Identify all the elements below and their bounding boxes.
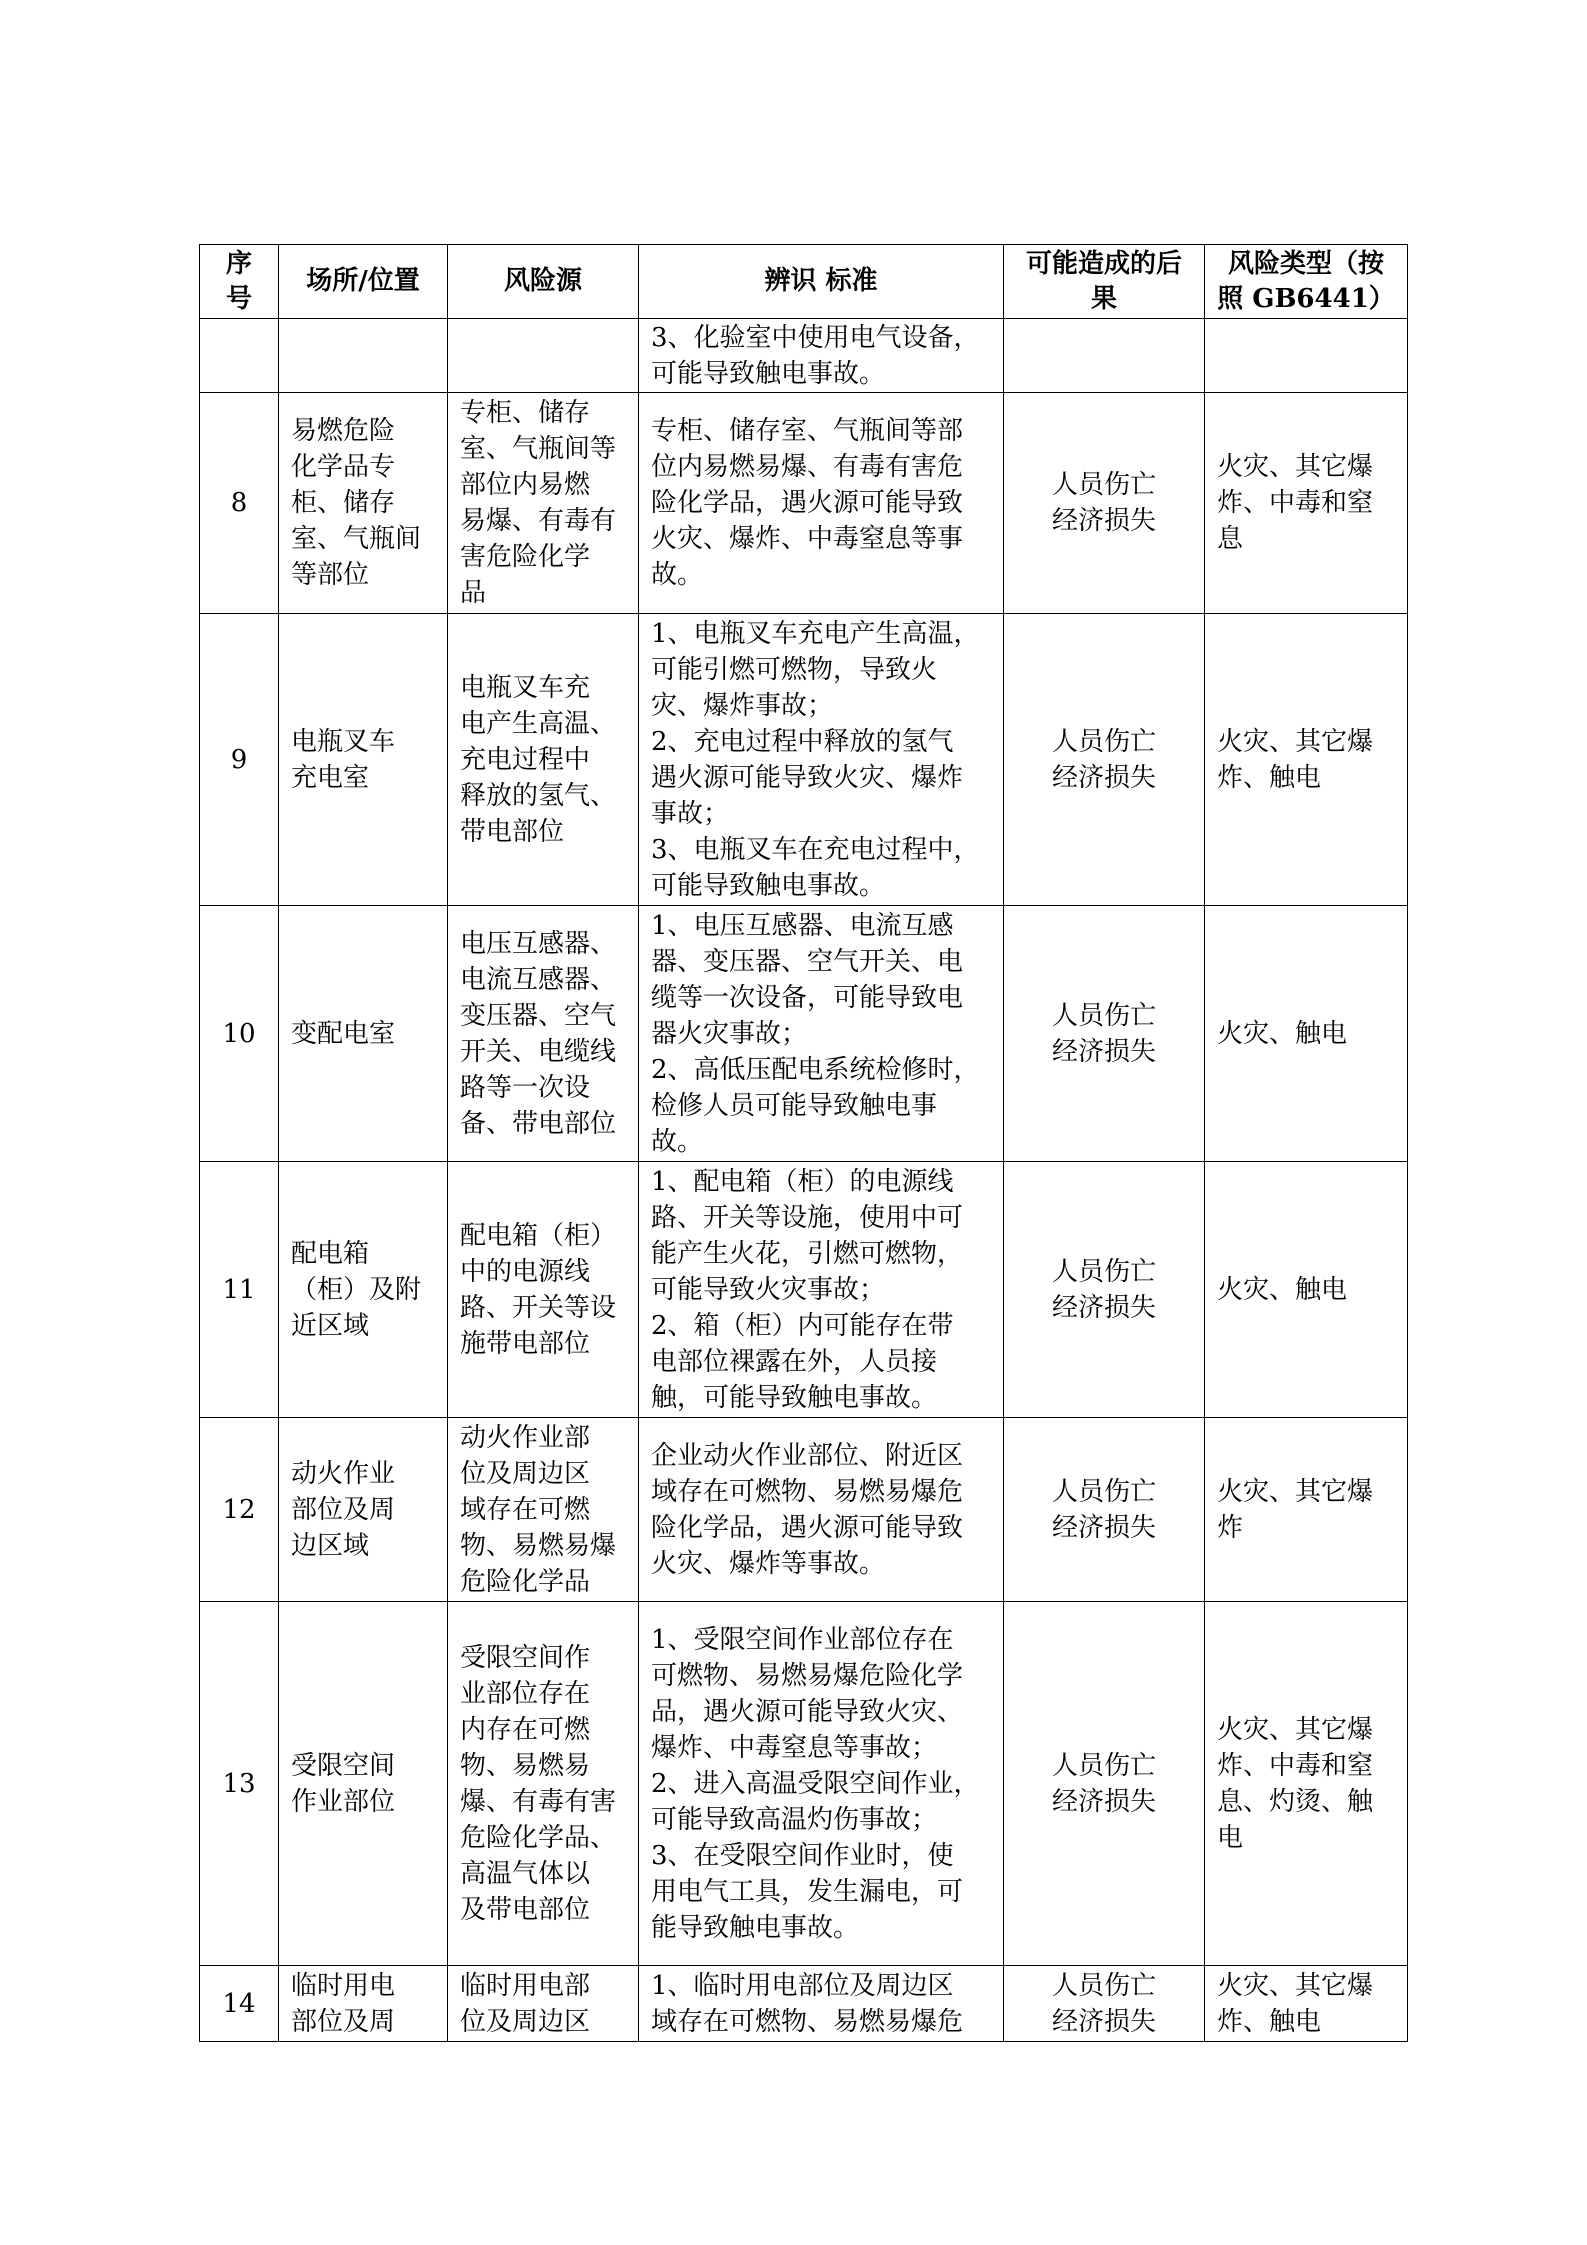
row-consequence: 人员伤亡 经济损失: [1004, 1966, 1205, 2042]
header-place: 场所/位置: [279, 245, 448, 319]
row-type: 火灾、触电: [1205, 906, 1408, 1162]
table-row: [200, 1602, 1408, 1966]
row-num: 12: [200, 1418, 279, 1602]
row-consequence: 人员伤亡 经济损失: [1004, 1162, 1205, 1418]
row-place: 配电箱 （柜）及附 近区域: [279, 1162, 448, 1418]
row-type: [1205, 319, 1408, 393]
row-source: 动火作业部 位及周边区 域存在可燃 物、易燃易爆 危险化学品: [448, 1418, 639, 1602]
row-standard: 专柜、储存室、气瓶间等部 位内易燃易爆、有毒有害危 险化学品，遇火源可能导致 火灾、爆炸、中毒窒息等事 故。: [639, 393, 1004, 614]
header-num: 序 号: [200, 245, 279, 319]
risk-table: [199, 244, 1408, 2042]
row-standard: 1、临时用电部位及周边区 域存在可燃物、易燃易爆危: [639, 1966, 1004, 2042]
row-num: [200, 319, 279, 393]
row-type: 火灾、其它爆 炸、中毒和窒 息、灼烫、触 电: [1205, 1602, 1408, 1966]
row-type: 火灾、其它爆 炸: [1205, 1418, 1408, 1602]
row-source: 配电箱（柜） 中的电源线 路、开关等设 施带电部位: [448, 1162, 639, 1418]
row-consequence: 人员伤亡 经济损失: [1004, 1602, 1205, 1966]
row-standard: 1、配电箱（柜）的电源线 路、开关等设施，使用中可 能产生火花，引燃可燃物， 可能导致火灾事故； 2、箱（柜）内可能存在带 电部位裸露在外，人员接 触，可能导致触电事故。: [639, 1162, 1004, 1418]
row-type: 火灾、其它爆 炸、中毒和窒 息: [1205, 393, 1408, 614]
row-place: 临时用电 部位及周: [279, 1966, 448, 2042]
header-type: 风险类型（按 照 GB6441）: [1205, 245, 1408, 319]
row-num: 11: [200, 1162, 279, 1418]
row-num: 8: [200, 393, 279, 614]
row-num: 10: [200, 906, 279, 1162]
row-source: 临时用电部 位及周边区: [448, 1966, 639, 2042]
row-source: 电压互感器、 电流互感器、 变压器、空气 开关、电缆线 路等一次设 备、带电部位: [448, 906, 639, 1162]
row-place: 电瓶叉车 充电室: [279, 614, 448, 906]
table-row: [200, 1162, 1408, 1418]
header-standard: 辨识 标准: [639, 245, 1004, 319]
table-row: [200, 393, 1408, 614]
table-row: [200, 614, 1408, 906]
table-row: [200, 1418, 1408, 1602]
row-type: 火灾、其它爆 炸、触电: [1205, 614, 1408, 906]
row-num: 9: [200, 614, 279, 906]
row-consequence: 人员伤亡 经济损失: [1004, 614, 1205, 906]
row-place: 受限空间 作业部位: [279, 1602, 448, 1966]
row-consequence: 人员伤亡 经济损失: [1004, 393, 1205, 614]
row-consequence: [1004, 319, 1205, 393]
row-type: 火灾、触电: [1205, 1162, 1408, 1418]
table-row: [200, 1966, 1408, 2042]
row-consequence: 人员伤亡 经济损失: [1004, 906, 1205, 1162]
row-num: 13: [200, 1602, 279, 1966]
row-place: 易燃危险 化学品专 柜、储存 室、气瓶间 等部位: [279, 393, 448, 614]
row-consequence: 人员伤亡 经济损失: [1004, 1418, 1205, 1602]
table-row: [200, 906, 1408, 1162]
row-place: [279, 319, 448, 393]
row-source: 电瓶叉车充 电产生高温、 充电过程中 释放的氢气、 带电部位: [448, 614, 639, 906]
row-standard: 1、电瓶叉车充电产生高温， 可能引燃可燃物，导致火 灾、爆炸事故； 2、充电过程中释放的氢气 遇火源可能导致火灾、爆炸 事故； 3、电瓶叉车在充电过程中， 可能导致触电事故。: [639, 614, 1004, 906]
table-header-row: [200, 245, 1408, 319]
row-num: 14: [200, 1966, 279, 2042]
row-source: 受限空间作 业部位存在 内存在可燃 物、易燃易 爆、有毒有害 危险化学品、 高温气体以 及带电部位: [448, 1602, 639, 1966]
row-standard: 企业动火作业部位、附近区 域存在可燃物、易燃易爆危 险化学品，遇火源可能导致 火灾、爆炸等事故。: [639, 1418, 1004, 1602]
row-type: 火灾、其它爆 炸、触电: [1205, 1966, 1408, 2042]
row-place: 变配电室: [279, 906, 448, 1162]
row-standard: 3、化验室中使用电气设备， 可能导致触电事故。: [639, 319, 1004, 393]
table-row: [200, 319, 1408, 393]
row-standard: 1、受限空间作业部位存在 可燃物、易燃易爆危险化学 品，遇火源可能导致火灾、 爆炸、中毒窒息等事故； 2、进入高温受限空间作业， 可能导致高温灼伤事故； 3、在受限空间作业时，使 用电气工具，发生漏电，可 能导致触电事故。: [639, 1602, 1004, 1966]
header-source: 风险源: [448, 245, 639, 319]
header-consequence: 可能造成的后 果: [1004, 245, 1205, 319]
row-source: 专柜、储存 室、气瓶间等 部位内易燃 易爆、有毒有 害危险化学 品: [448, 393, 639, 614]
row-standard: 1、电压互感器、电流互感 器、变压器、空气开关、电 缆等一次设备，可能导致电 器火灾事故； 2、高低压配电系统检修时， 检修人员可能导致触电事 故。: [639, 906, 1004, 1162]
row-place: 动火作业 部位及周 边区域: [279, 1418, 448, 1602]
row-source: [448, 319, 639, 393]
